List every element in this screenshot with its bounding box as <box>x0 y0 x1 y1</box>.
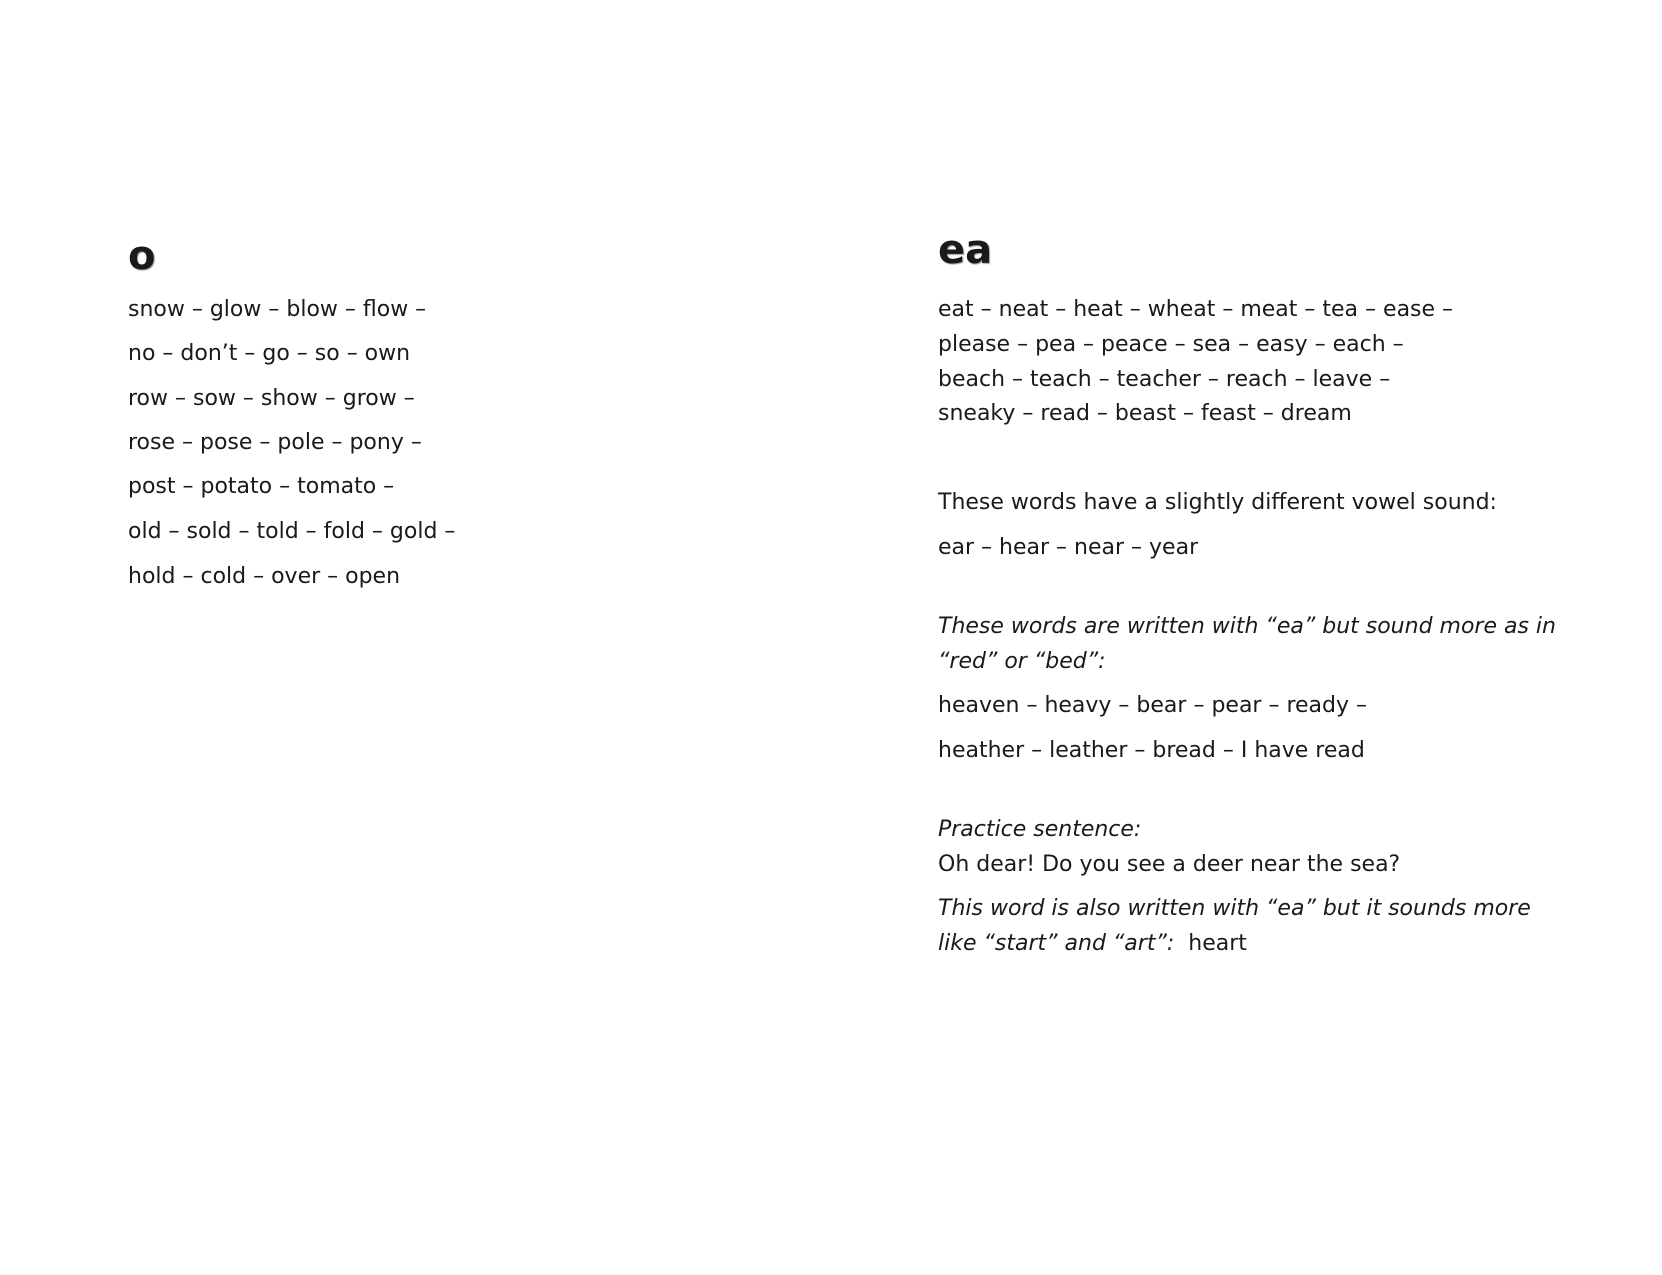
word-list-line: rose – pose – pole – pony – <box>128 430 422 455</box>
word-list-line: snow – glow – blow – flow – <box>128 297 427 322</box>
red-bed-intro-line1: These words are written with “ea” but sound more as in <box>938 614 1556 639</box>
word-list-line: hold – cold – over – open <box>128 564 401 589</box>
heart-note-line1: This word is also written with “ea” but it sounds more <box>938 896 1531 921</box>
practice-sentence: Oh dear! Do you see a deer near the sea? <box>938 852 1401 877</box>
word-list-line: sneaky – read – beast – feast – dream <box>938 401 1352 426</box>
different-vowel-words: ear – hear – near – year <box>938 535 1199 560</box>
right-heading: ea <box>938 227 993 273</box>
heart-note-italic: like “start” and “art”: <box>938 931 1175 956</box>
word-list-line: eat – neat – heat – wheat – meat – tea – ease – <box>938 297 1454 322</box>
word-list-line: beach – teach – teacher – reach – leave – <box>938 367 1391 392</box>
red-bed-words-line2: heather – leather – bread – I have read <box>938 738 1365 763</box>
word-list-line: post – potato – tomato – <box>128 474 395 499</box>
word-list-line: please – pea – peace – sea – easy – each – <box>938 332 1404 357</box>
heart-note-line2 <box>938 930 1247 959</box>
word-list-line: no – don’t – go – so – own <box>128 341 411 366</box>
word-list-line: old – sold – told – fold – gold – <box>128 519 456 544</box>
red-bed-intro-line2: “red” or “bed”: <box>938 649 1106 674</box>
left-heading: o <box>128 233 156 279</box>
heart-word: heart <box>1174 931 1247 956</box>
different-vowel-intro: These words have a slightly different vowel sound: <box>938 490 1497 515</box>
practice-label: Practice sentence: <box>938 817 1142 842</box>
word-list-line: row – sow – show – grow – <box>128 386 415 411</box>
red-bed-words-line1: heaven – heavy – bear – pear – ready – <box>938 693 1368 718</box>
